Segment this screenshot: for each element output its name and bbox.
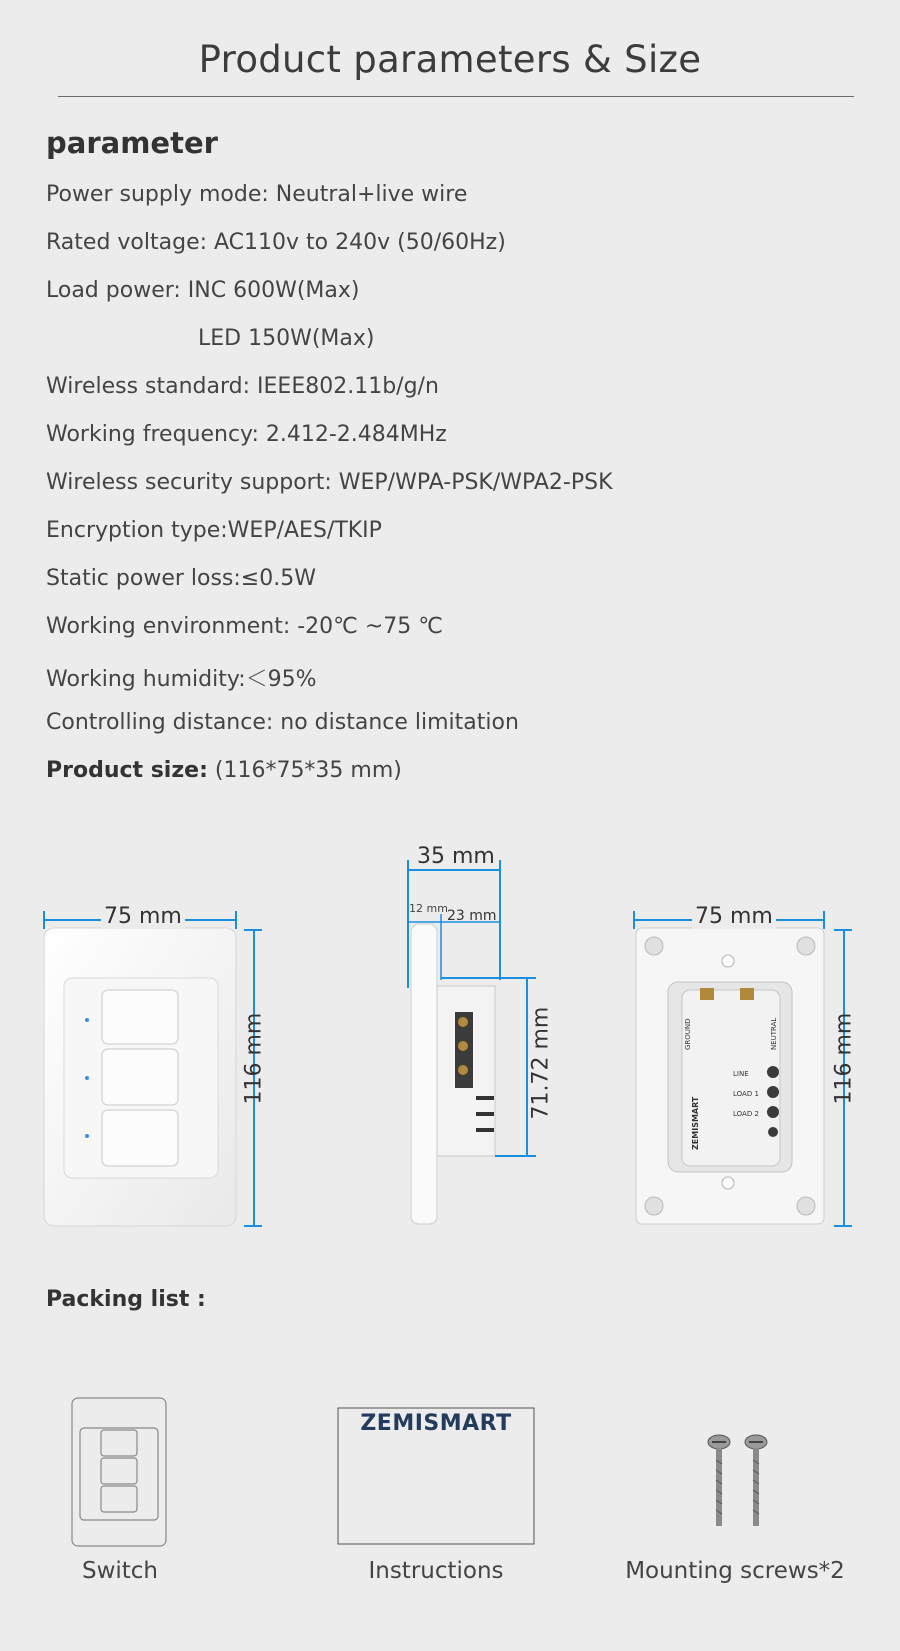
packing-switch-image	[72, 1398, 166, 1546]
instructions-brand-logo: ZEMISMART	[360, 1411, 512, 1436]
front-rocker-3	[102, 1110, 178, 1166]
back-label-line: LINE	[733, 1070, 749, 1078]
param-working-humidity: Working humidity:＜95%	[46, 667, 317, 692]
param-controlling-distance: Controlling distance: no distance limitation	[46, 710, 519, 735]
side-plate-label: 12 mm	[409, 902, 448, 915]
back-label-load1: LOAD 1	[733, 1090, 759, 1098]
led-indicator-3	[85, 1134, 89, 1138]
front-view-switch	[44, 928, 236, 1226]
packing-item-screws: Mounting screws*2	[625, 1558, 845, 1584]
param-load-power-led: LED 150W(Max)	[198, 326, 375, 351]
product-size-value: (116*75*35 mm)	[207, 758, 402, 783]
packing-item-switch: Switch	[81, 1558, 159, 1584]
param-rated-voltage: Rated voltage: AC110v to 240v (50/60Hz)	[46, 230, 506, 255]
front-rocker-2	[102, 1049, 178, 1105]
back-height-label: 116 mm	[831, 1012, 857, 1105]
back-label-ground: GROUND	[684, 1018, 692, 1050]
side-depth-label: 35 mm	[414, 844, 498, 869]
parameter-heading: parameter	[46, 126, 218, 160]
page-title: Product parameters & Size	[198, 38, 702, 81]
back-width-label: 75 mm	[692, 904, 776, 929]
led-indicator-1	[85, 1018, 89, 1022]
param-static-power-loss: Static power loss:≤0.5W	[46, 566, 316, 591]
back-view-switch	[636, 928, 824, 1224]
param-wireless-security: Wireless security support: WEP/WPA-PSK/WPA2-PSK	[46, 470, 613, 495]
side-body-label: 23 mm	[447, 908, 497, 924]
side-view-switch	[411, 924, 495, 1224]
front-rocker-1	[102, 990, 178, 1044]
packing-item-instructions: Instructions	[368, 1558, 504, 1584]
product-size-label: Product size:	[46, 758, 208, 783]
packing-list-heading: Packing list :	[46, 1287, 206, 1312]
packing-screws-image	[708, 1435, 767, 1526]
side-height-label: 71.72 mm	[528, 1006, 554, 1120]
param-load-power: Load power: INC 600W(Max)	[46, 278, 360, 303]
param-encryption: Encryption type:WEP/AES/TKIP	[46, 518, 382, 543]
led-indicator-2	[85, 1076, 89, 1080]
param-power-supply: Power supply mode: Neutral+live wire	[46, 182, 468, 207]
param-wireless-standard: Wireless standard: IEEE802.11b/g/n	[46, 374, 439, 399]
back-label-neutral: NEUTRAL	[770, 1017, 778, 1050]
front-height-label: 116 mm	[241, 1012, 267, 1105]
param-working-frequency: Working frequency: 2.412-2.484MHz	[46, 422, 447, 447]
param-working-environment: Working environment: -20℃ ~75 ℃	[46, 614, 443, 639]
back-label-brand: ZEMISMART	[691, 1096, 700, 1150]
back-label-load2: LOAD 2	[733, 1110, 759, 1118]
front-width-label: 75 mm	[101, 904, 185, 929]
